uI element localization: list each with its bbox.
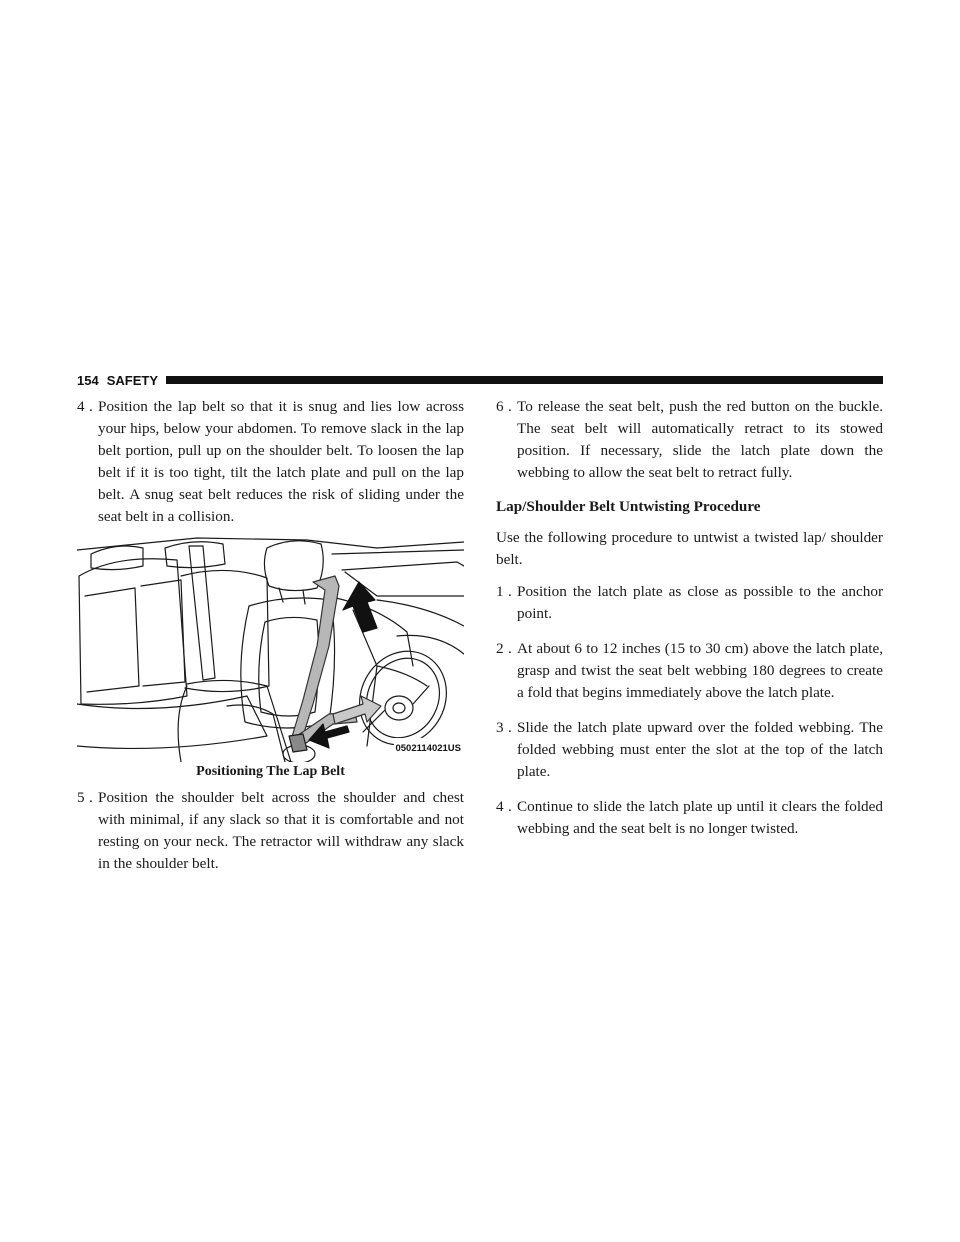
step-number: 1 [496, 583, 504, 600]
instruction-item-4: 4 . Position the lap belt so that it is snug and lies low across your hips, below your abdomen. To remove slack in the lap belt portion, pull up on the shoulder belt. To loosen the lap belt if it is too tight, tilt the latch plate and pull on the lap belt. A snug seat belt reduces the risk of sliding under the seat belt in a collision. [77, 396, 464, 528]
item-number: 5 [77, 789, 85, 806]
figure-caption: Positioning The Lap Belt [196, 764, 345, 779]
step-number: 2 [496, 640, 504, 657]
page-header [77, 372, 883, 388]
untwist-step-2: 2 . At about 6 to 12 inches (15 to 30 cm) above the latch plate, grasp and twist the seat belt webbing 180 degrees to create a fold that begins immediately above the latch plate. [496, 638, 883, 704]
lap-belt-illustration [77, 536, 464, 762]
instruction-item-5: 5 . Position the shoulder belt across the shoulder and chest with minimal, if any slack so that it is comfortable and not resting on your neck. The retractor will withdraw any slack in the shoulder belt. [77, 787, 464, 875]
item-text: Position the lap belt so that it is snug and lies low across your hips, below your abdomen. To remove slack in the lap belt portion, pull up on the shoulder belt. To loosen the lap belt if it is too tight, tilt the latch plate and pull on the lap belt. A snug seat belt reduces the risk of sliding under the seat belt in a collision. [98, 398, 464, 525]
item-text: To release the seat belt, push the red button on the buckle. The seat belt will automatically retract to its stowed position. If necessary, slide the latch plate down the webbing to allow the seat belt to retract fully. [517, 398, 883, 481]
item-number: 6 [496, 398, 504, 415]
untwist-step-1: 1 . Position the latch plate as close as possible to the anchor point. [496, 581, 883, 625]
untwist-step-4: 4 . Continue to slide the latch plate up until it clears the folded webbing and the seat belt is no longer twisted. [496, 796, 883, 840]
header-rule [166, 376, 883, 384]
step-text: At about 6 to 12 inches (15 to 30 cm) above the latch plate, grasp and twist the seat belt webbing 180 degrees to create a fold that begins immediately above the latch plate. [517, 640, 883, 701]
untwist-step-3: 3 . Slide the latch plate upward over the folded webbing. The folded webbing must enter the slot at the top of the latch plate. [496, 717, 883, 783]
step-number: 4 [496, 798, 504, 815]
section-subheading: Lap/Shoulder Belt Untwisting Procedure [496, 498, 761, 515]
page-number: 154 [77, 372, 99, 388]
item-number: 4 [77, 398, 85, 415]
instruction-item-6: 6 . To release the seat belt, push the red button on the buckle. The seat belt will automatically retract to its stowed position. If necessary, slide the latch plate down the webbing to allow the seat belt to retract fully. [496, 396, 883, 484]
left-column [77, 396, 464, 875]
section-title: SAFETY [106, 372, 158, 388]
step-text: Continue to slide the latch plate up until it clears the folded webbing and the seat belt is no longer twisted. [517, 798, 883, 837]
step-number: 3 [496, 719, 504, 736]
right-column [496, 396, 883, 840]
intro-paragraph: Use the following procedure to untwist a twisted lap/ shoulder belt. [496, 529, 883, 568]
step-text: Position the latch plate as close as possible to the anchor point. [517, 583, 883, 622]
step-text: Slide the latch plate upward over the folded webbing. The folded webbing must enter the slot at the top of the latch plate. [517, 719, 883, 780]
figure-code: 0502114021US [394, 738, 462, 760]
item-text: Position the shoulder belt across the shoulder and chest with minimal, if any slack so that it is comfortable and not resting on your neck. The retractor will withdraw any slack in the shoulder belt. [98, 789, 464, 872]
